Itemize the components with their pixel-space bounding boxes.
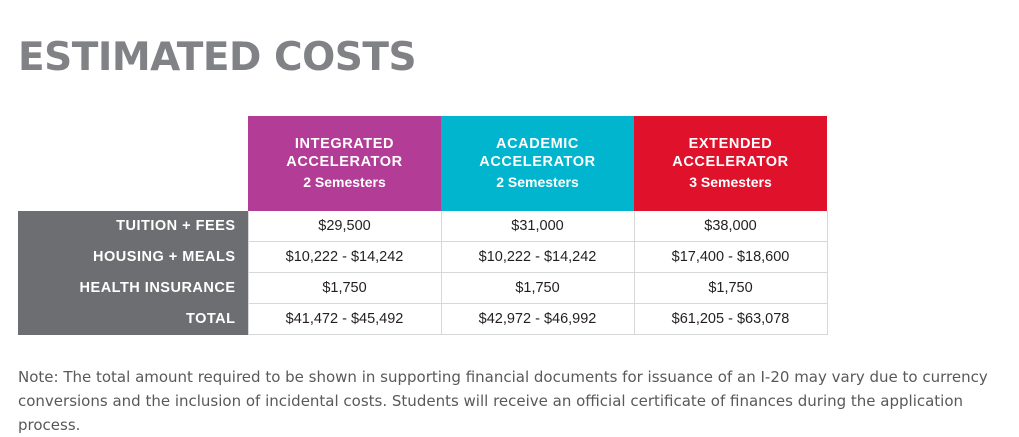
column-header-integrated-accelerator: [248, 116, 441, 211]
cell-housing-extended: $17,400 - $18,600: [634, 242, 827, 273]
row-label-housing-meals: HOUSING + MEALS: [18, 242, 248, 273]
cell-tuition-integrated: $29,500: [248, 211, 441, 242]
column-header-line1: INTEGRATED: [294, 136, 395, 152]
cell-total-extended: $61,205 - $63,078: [634, 304, 827, 335]
row-label-tuition-fees: TUITION + FEES: [18, 211, 248, 242]
cell-total-integrated: $41,472 - $45,492: [248, 304, 441, 335]
column-header-extended-accelerator: [634, 116, 827, 211]
table-row: [18, 211, 827, 242]
cell-tuition-academic: $31,000: [441, 211, 634, 242]
cell-tuition-extended: $38,000: [634, 211, 827, 242]
cell-insurance-extended: $1,750: [634, 273, 827, 304]
table-row: [18, 242, 827, 273]
column-header-line2: ACCELERATOR: [479, 154, 596, 170]
cell-insurance-academic: $1,750: [441, 273, 634, 304]
table-corner-cell: [18, 116, 248, 211]
column-header-subtitle: 3 Semesters: [689, 174, 772, 190]
row-label-total: TOTAL: [18, 304, 248, 335]
column-header-line2: ACCELERATOR: [286, 154, 403, 170]
estimated-costs-table: [18, 116, 828, 335]
cell-insurance-integrated: $1,750: [248, 273, 441, 304]
table-row: [18, 304, 827, 335]
footnote: Note: The total amount required to be shown in supporting financial documents for issuance of an I-20 may vary due to currency conversions and the inclusion of incidental costs. Students will receive an official certificate of finances during the application process.: [18, 368, 988, 434]
column-header-line2: ACCELERATOR: [672, 154, 789, 170]
table-row: [18, 273, 827, 304]
cell-housing-academic: $10,222 - $14,242: [441, 242, 634, 273]
column-header-line1: ACADEMIC: [496, 136, 579, 152]
column-header-subtitle: 2 Semesters: [303, 174, 386, 190]
page-title: ESTIMATED COSTS: [18, 35, 417, 81]
column-header-subtitle: 2 Semesters: [496, 174, 579, 190]
row-label-health-insurance: HEALTH INSURANCE: [18, 273, 248, 304]
column-header-line1: EXTENDED: [688, 136, 773, 152]
table-header-row: [18, 116, 827, 211]
cell-total-academic: $42,972 - $46,992: [441, 304, 634, 335]
cell-housing-integrated: $10,222 - $14,242: [248, 242, 441, 273]
column-header-academic-accelerator: [441, 116, 634, 211]
